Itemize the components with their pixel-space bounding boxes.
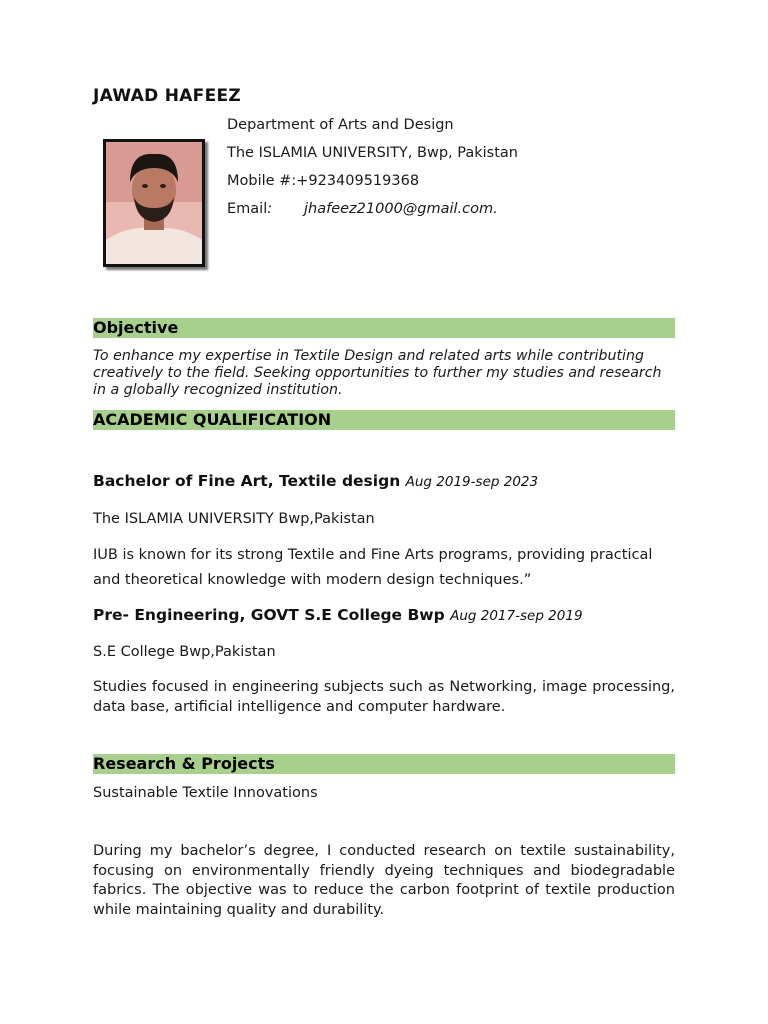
degree-date: Aug 2019-sep 2023 <box>405 474 539 490</box>
department-line: Department of Arts and Design <box>227 117 454 133</box>
candidate-name: JAWAD HAFEEZ <box>93 86 242 106</box>
degree-institution: S.E College Bwp,Pakistan <box>93 644 276 660</box>
research-title: Sustainable Textile Innovations <box>93 785 318 801</box>
degree-title: Pre- Engineering, GOVT S.E College Bwp Aug 2017-sep 2019 <box>93 606 583 624</box>
email-line <box>227 201 498 217</box>
research-heading: Research & Projects <box>93 754 675 774</box>
objective-heading: Objective <box>93 318 675 338</box>
profile-photo <box>103 139 205 267</box>
research-text: During my bachelor’s degree, I conducted research on textile sustainability, focusing on environmentally friendly dyeing techniques and biodegradable fabrics. The objective was to reduce the carbon footprint of textile production while maintaining quality and durability. <box>93 843 675 918</box>
mobile-line: Mobile #:+923409519368 <box>227 173 420 189</box>
email-label: Email: <box>227 201 273 217</box>
email-link[interactable]: jhafeez21000@gmail.com. <box>304 201 498 217</box>
degree-date: Aug 2017-sep 2019 <box>450 608 583 624</box>
university-line: The ISLAMIA UNIVERSITY, Bwp, Pakistan <box>227 145 518 161</box>
academic-heading: ACADEMIC QUALIFICATION <box>93 410 675 430</box>
degree-description: Studies focused in engineering subjects such as Networking, image processing, data base, artificial intelligence and computer hardware. <box>93 679 675 715</box>
degree-description: IUB is known for its strong Textile and Fine Arts programs, providing practical and theoretical knowledge with modern design techniques.” <box>93 547 653 588</box>
degree-institution: The ISLAMIA UNIVERSITY Bwp,Pakistan <box>93 511 375 527</box>
objective-text: To enhance my expertise in Textile Design and related arts while contributing creatively to the field. Seeking opportunities to further my studies and research in a globally recognized institution. <box>93 348 662 398</box>
degree-title: Bachelor of Fine Art, Textile design Aug 2019-sep 2023 <box>93 472 539 490</box>
